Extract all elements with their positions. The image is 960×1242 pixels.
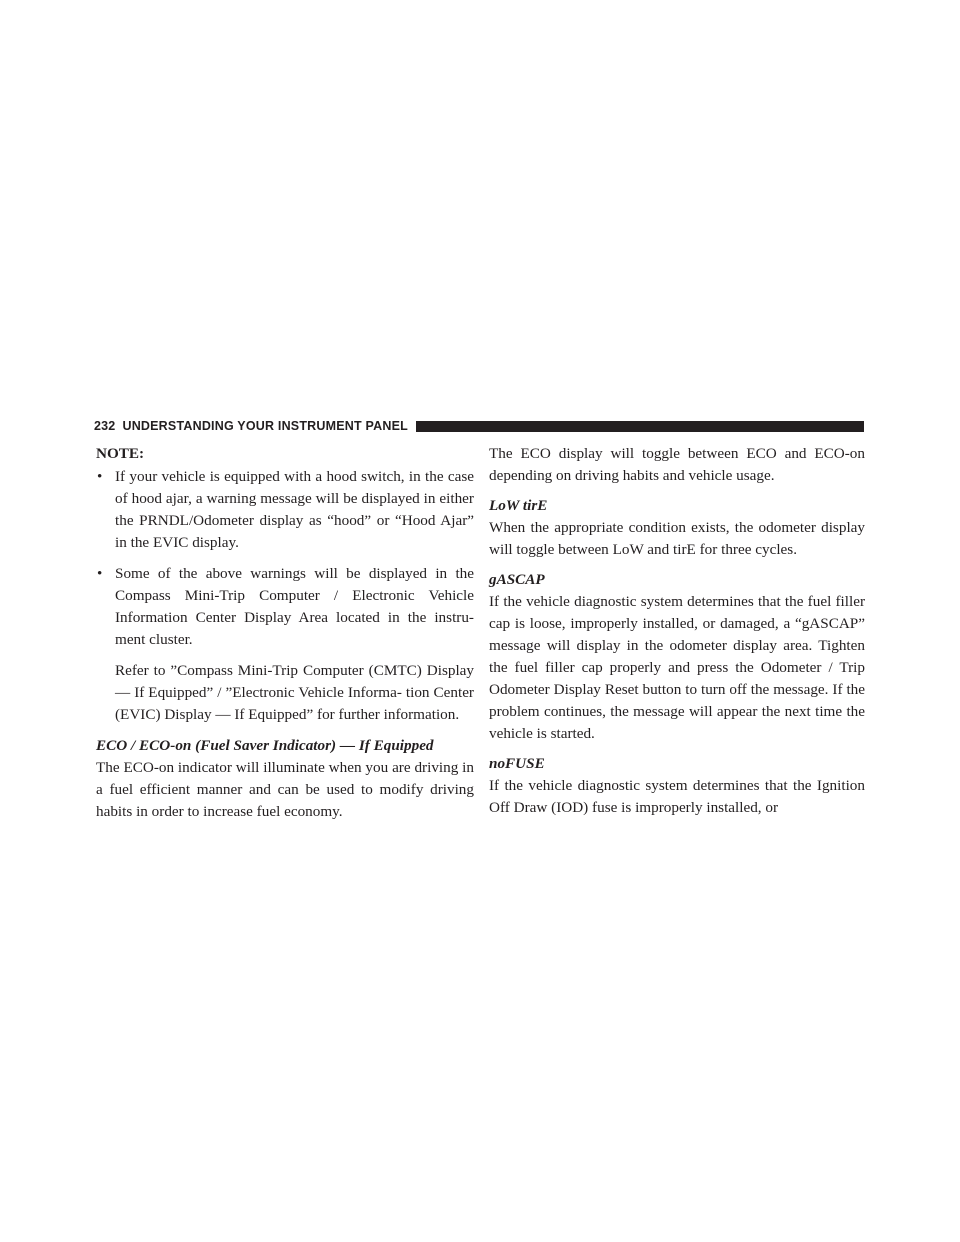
left-column (96, 443, 474, 823)
nofuse-heading: noFUSE (489, 755, 545, 772)
bullet-icon: • (97, 468, 103, 485)
refer-paragraph: Refer to ”Compass Mini-Trip Computer (CMTC) Display— If Equipped” / ”Electronic Vehicle Informa- tion Center (EVIC) Display — If Equipped” for further information. (115, 662, 474, 723)
header-rule (416, 421, 864, 432)
note-label: NOTE: (96, 445, 145, 462)
eco-body: The ECO-on indicator will illuminate when you are driving in a fuel efficient manner and can be used to modify driving habits in order to increase fuel economy. (96, 759, 474, 820)
nofuse-body: If the vehicle diagnostic system determines that the Ignition Off Draw (IOD) fuse is improperly installed, or (489, 777, 865, 816)
bullet-item-display-warnings (96, 563, 474, 651)
low-tire-body: When the appropriate condition exists, the odometer display will toggle between LoW and tirE for three cycles. (489, 519, 865, 558)
eco-heading: ECO / ECO-on (Fuel Saver Indicator) — If Equipped (96, 737, 434, 754)
low-tire-heading: LoW tirE (489, 497, 548, 514)
gascap-body: If the vehicle diagnostic system determines that the fuel filler cap is loose, improperly installed, or damaged, a “gASCAP” message will display in the odometer display area. Tighten the fuel filler cap properly and press the Odometer / Trip Odometer Display Reset button to turn off the message. If the problem continues, the message will appear the next time the vehicle is started. (489, 593, 865, 742)
bullet-item-hood-switch (96, 466, 474, 554)
page-header (94, 418, 864, 434)
right-column (489, 443, 865, 819)
eco-toggle-paragraph: The ECO display will toggle between ECO and ECO-on depending on driving habits and vehicle usage. (489, 445, 865, 484)
bullet-text: If your vehicle is equipped with a hood switch, in the case of hood ajar, a warning message will be displayed in either the PRNDL/Odometer display as “hood” or “Hood Ajar” in the EVIC display. (115, 468, 474, 551)
section-title: UNDERSTANDING YOUR INSTRUMENT PANEL (122, 419, 408, 433)
gascap-heading: gASCAP (489, 571, 545, 588)
bullet-text: Some of the above warnings will be displayed in the Compass Mini-Trip Computer / Electronic Vehicle Information Center Display Area located in the instru- ment cluster. (115, 565, 474, 648)
bullet-icon: • (97, 565, 103, 582)
page-number: 232 (94, 419, 116, 433)
